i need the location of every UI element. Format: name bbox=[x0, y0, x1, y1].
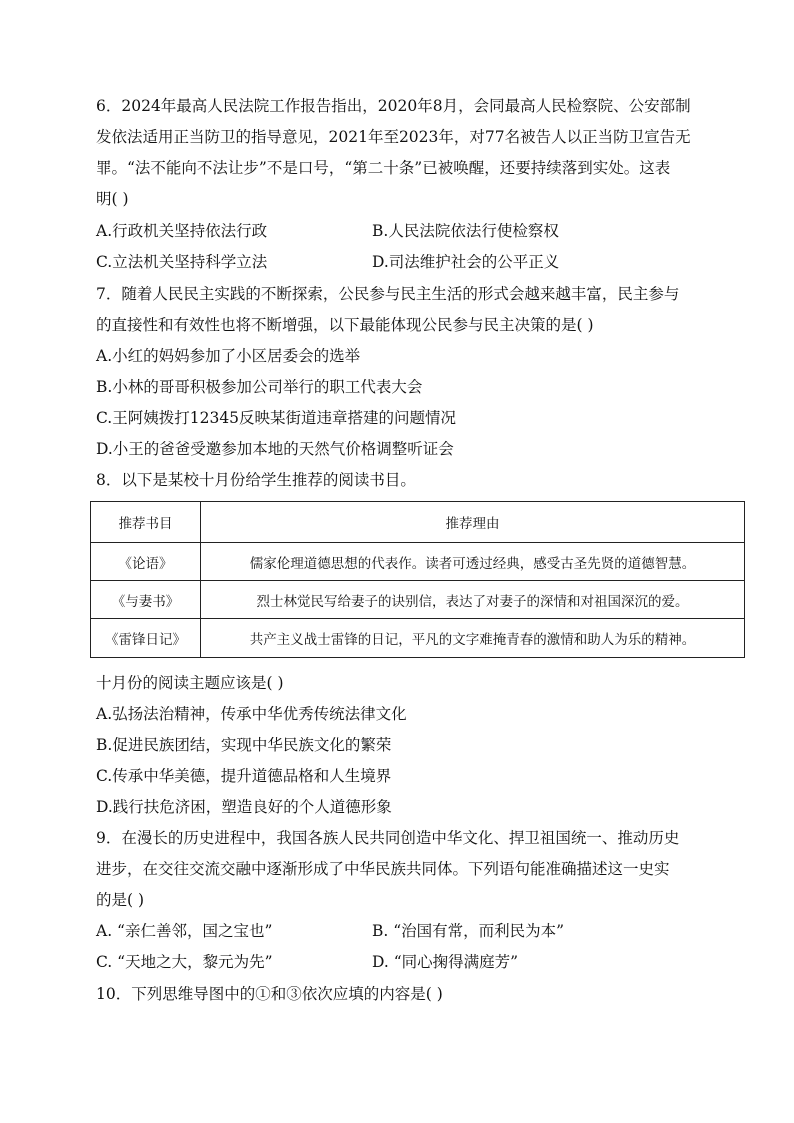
q6-option-d[interactable]: D.司法维护社会的公平正义 bbox=[372, 253, 560, 271]
q7-stem-line-1: 7．随着人民民主实践的不断探索，公民参与民主生活的形式会越来越丰富，民主参与 bbox=[96, 285, 680, 303]
table-row bbox=[91, 543, 745, 581]
q8-question: 十月份的阅读主题应该是( ) bbox=[96, 674, 284, 692]
q6-stem-line-1: 6．2024年最高人民法院工作报告指出，2020年8月，会同最高人民检察院、公安部制 bbox=[96, 97, 691, 115]
q8-stem: 8．以下是某校十月份给学生推荐的阅读书目。 bbox=[96, 471, 416, 489]
book-title: 《雷锋日记》 bbox=[91, 619, 201, 658]
q6-stem-line-3: 罪。“法不能向不法让步”不是口号，“第二十条”已被唤醒，还要持续落到实处。这表 bbox=[96, 159, 671, 177]
q7-option-b[interactable]: B.小林的哥哥积极参加公司举行的职工代表大会 bbox=[96, 378, 423, 396]
q8-option-c[interactable]: C.传承中华美德，提升道德品格和人生境界 bbox=[96, 767, 392, 785]
q6-option-c[interactable]: C.立法机关坚持科学立法 bbox=[96, 253, 268, 271]
book-title: 《与妻书》 bbox=[91, 581, 201, 619]
table-row bbox=[91, 619, 745, 658]
header-reason: 推荐理由 bbox=[201, 502, 745, 543]
q6-option-a[interactable]: A.行政机关坚持依法行政 bbox=[96, 222, 268, 240]
reading-list-table bbox=[90, 501, 745, 658]
q7-option-c[interactable]: C.王阿姨拨打12345反映某街道违章搭建的问题情况 bbox=[96, 409, 457, 427]
q9-option-a[interactable]: A. “亲仁善邻，国之宝也” bbox=[96, 922, 273, 940]
q7-option-a[interactable]: A.小红的妈妈参加了小区居委会的选举 bbox=[96, 347, 361, 365]
q7-option-d[interactable]: D.小王的爸爸受邀参加本地的天然气价格调整听证会 bbox=[96, 440, 454, 458]
header-book: 推荐书目 bbox=[91, 502, 201, 543]
q8-option-b[interactable]: B.促进民族团结，实现中华民族文化的繁荣 bbox=[96, 736, 392, 754]
book-reason: 儒家伦理道德思想的代表作。读者可透过经典，感受古圣先贤的道德智慧。 bbox=[201, 543, 745, 581]
q8-option-a[interactable]: A.弘扬法治精神，传承中华优秀传统法律文化 bbox=[96, 705, 407, 723]
q9-option-b[interactable]: B. “治国有常，而利民为本” bbox=[372, 922, 565, 940]
q6-stem-line-2: 发依法适用正当防卫的指导意见，2021年至2023年，对77名被告人以正当防卫宣告无 bbox=[96, 128, 691, 146]
q8-option-d[interactable]: D.践行扶危济困，塑造良好的个人道德形象 bbox=[96, 798, 392, 816]
q9-stem-line-3: 的是( ) bbox=[96, 891, 145, 909]
q6-option-b[interactable]: B.人民法院依法行使检察权 bbox=[372, 222, 559, 240]
q9-option-c[interactable]: C. “天地之大，黎元为先” bbox=[96, 953, 273, 971]
book-title: 《论语》 bbox=[91, 543, 201, 581]
q9-stem-line-1: 9．在漫长的历史进程中，我国各族人民共同创造中华文化、捍卫祖国统一、推动历史 bbox=[96, 829, 680, 847]
q6-stem-line-4: 明( ) bbox=[96, 190, 129, 208]
q7-stem-line-2: 的直接性和有效性也将不断增强，以下最能体现公民参与民主决策的是( ) bbox=[96, 316, 594, 334]
q9-stem-line-2: 进步，在交往交流交融中逐渐形成了中华民族共同体。下列语句能准确描述这一史实 bbox=[96, 860, 670, 878]
q9-option-d[interactable]: D. “同心掬得满庭芳” bbox=[372, 953, 519, 971]
table-row bbox=[91, 581, 745, 619]
book-reason: 共产主义战士雷锋的日记，平凡的文字难掩青春的激情和助人为乐的精神。 bbox=[201, 619, 745, 658]
q10-stem: 10．下列思维导图中的①和③依次应填的内容是( ) bbox=[96, 985, 443, 1003]
table-header-row bbox=[91, 502, 745, 543]
book-reason: 烈士林觉民写给妻子的诀别信，表达了对妻子的深情和对祖国深沉的爱。 bbox=[201, 581, 745, 619]
